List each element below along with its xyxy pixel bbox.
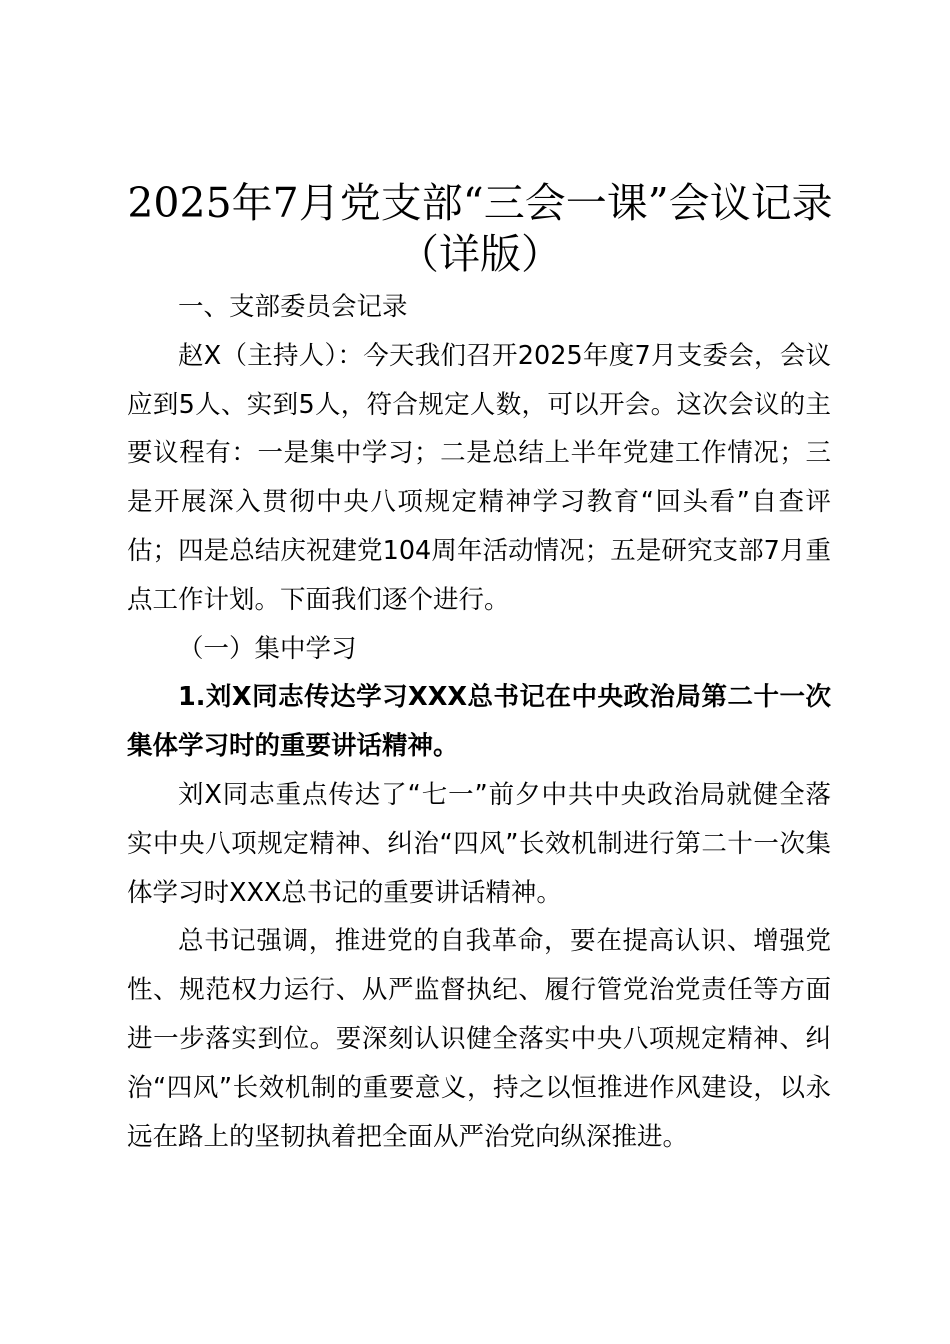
subsection-heading: （一）集中学习 <box>178 633 357 664</box>
document-body <box>127 283 831 1161</box>
item-heading: 1.刘X同志传达学习XXX总书记在中央政治局第二十一次集体学习时的重要讲话精神。 <box>127 682 831 762</box>
speech-paragraph: 总书记强调，推进党的自我革命，要在提高认识、增强党性、规范权力运行、从严监督执纪、履行管党治党责任等方面进一步落实到位。要深刻认识健全落实中央八项规定精神、纠治“四风”长效机制的重要意义，持之以恒推进作风建设，以永远在路上的坚韧执着把全面从严治党向纵深推进。 <box>127 926 831 1152</box>
host-opening-paragraph: 赵X（主持人）：今天我们召开2025年度7月支委会，会议应到5人、实到5人，符合规定人数，可以开会。这次会议的主要议程有：一是集中学习；二是总结上半年党建工作情况；三是开展深入贯彻中央八项规定精神学习教育“回头看”自查评估；四是总结庆祝建党104周年活动情况；五是研究支部7月重点工作计划。下面我们逐个进行。 <box>127 340 831 615</box>
summary-paragraph: 刘X同志重点传达了“七一”前夕中共中央政治局就健全落实中央八项规定精神、纠治“四风”长效机制进行第二十一次集体学习时XXX总书记的重要讲话精神。 <box>127 779 831 908</box>
document-title: 2025年7月党支部“三会一课”会议记录（详版） <box>127 179 833 278</box>
section-heading: 一、支部委员会记录 <box>178 292 408 322</box>
